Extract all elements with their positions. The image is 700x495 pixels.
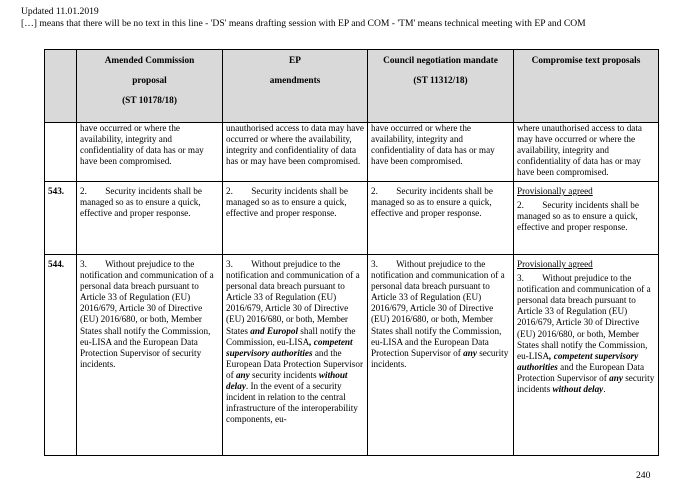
council-text: 2. Security incidents shall be managed so as to ensure a quick, effective and proper response.	[368, 182, 514, 255]
header-cell-commission-proposal: Amended Commission proposal (ST 10178/18)	[77, 50, 223, 123]
commission-text: 3. Without prejudice to the notification and communication of a personal data breach pursuant to Article 33 of Regulation (EU) 2016/679, Article 30 of Directive (EU) 2016/680, or both, Member States shall notify the Commission, eu-LISA and the European Data Protection Supervisor of security incidents.	[77, 255, 223, 456]
compromise-text: Provisionally agreed 3. Without prejudice to the notification and communication of a personal data breach pursuant to Article 33 of Regulation (EU) 2016/679, Article 30 of Directive (EU) 2016/680, or both, Member States shall notify the Commission, eu-LISA, competent supervisory authorities and the European Data Protection Supervisor of any security incidents without delay.	[514, 255, 659, 456]
council-text: have occurred or where the availability, integrity and confidentiality of data has or may have been compromised.	[368, 123, 514, 182]
provisionally-agreed-label: Provisionally agreed	[517, 259, 593, 269]
compromise-text: Provisionally agreed 2. Security incidents shall be managed so as to ensure a quick, effective and proper response.	[514, 182, 659, 255]
provisionally-agreed-label: Provisionally agreed	[517, 186, 593, 196]
table-row	[45, 123, 659, 182]
ep-text: 3. Without prejudice to the notification and communication of a personal data breach pursuant to Article 33 of Regulation (EU) 2016/679, Article 30 of Directive (EU) 2016/680, or both, Member States and Europol shall notify the Commission, eu-LISA, competent supervisory authorities and the European Data Protection Supervisor of any security incidents without delay. In the event of a security incident in relation to the central infrastructure of the interoperability components, eu-	[223, 255, 368, 456]
ep-text: unauthorised access to data may have occurred or where the availability, integrity and confidentiality of data has or may have been compromised.	[223, 123, 368, 182]
row-number: 543.	[45, 182, 77, 255]
updated-date: Updated 11.01.2019	[21, 6, 99, 17]
header-cell-number	[45, 50, 77, 123]
ep-text: 2. Security incidents shall be managed so as to ensure a quick, effective and proper response.	[223, 182, 368, 255]
commission-text: have occurred or where the availability, integrity and confidentiality of data has or may have been compromised.	[77, 123, 223, 182]
header-cell-council-mandate: Council negotiation mandate (ST 11312/18)	[368, 50, 514, 123]
table-row	[45, 182, 659, 255]
table-row	[45, 255, 659, 456]
header-cell-compromise-text: Compromise text proposals	[514, 50, 659, 123]
commission-text: 2. Security incidents shall be managed so as to ensure a quick, effective and proper response.	[77, 182, 223, 255]
row-number	[45, 123, 77, 182]
compromise-text: where unauthorised access to data may have occurred or where the availability, integrity and confidentiality of data has or may have been compromised.	[514, 123, 659, 182]
row-number: 544.	[45, 255, 77, 456]
header-cell-ep-amendments: EP amendments	[223, 50, 368, 123]
four-column-table	[44, 49, 659, 456]
page-number: 240	[636, 470, 651, 481]
table-header-row	[45, 50, 659, 123]
council-text: 3. Without prejudice to the notification and communication of a personal data breach pursuant to Article 33 of Regulation (EU) 2016/679, Article 30 of Directive (EU) 2016/680, or both, Member States shall notify the Commission, eu-LISA and the European Data Protection Supervisor of any security incidents.	[368, 255, 514, 456]
document-header	[21, 6, 681, 29]
legend-note: […] means that there will be no text in this line - 'DS' means drafting session with EP and COM - 'TM' means technical meeting with EP and COM	[21, 17, 586, 29]
